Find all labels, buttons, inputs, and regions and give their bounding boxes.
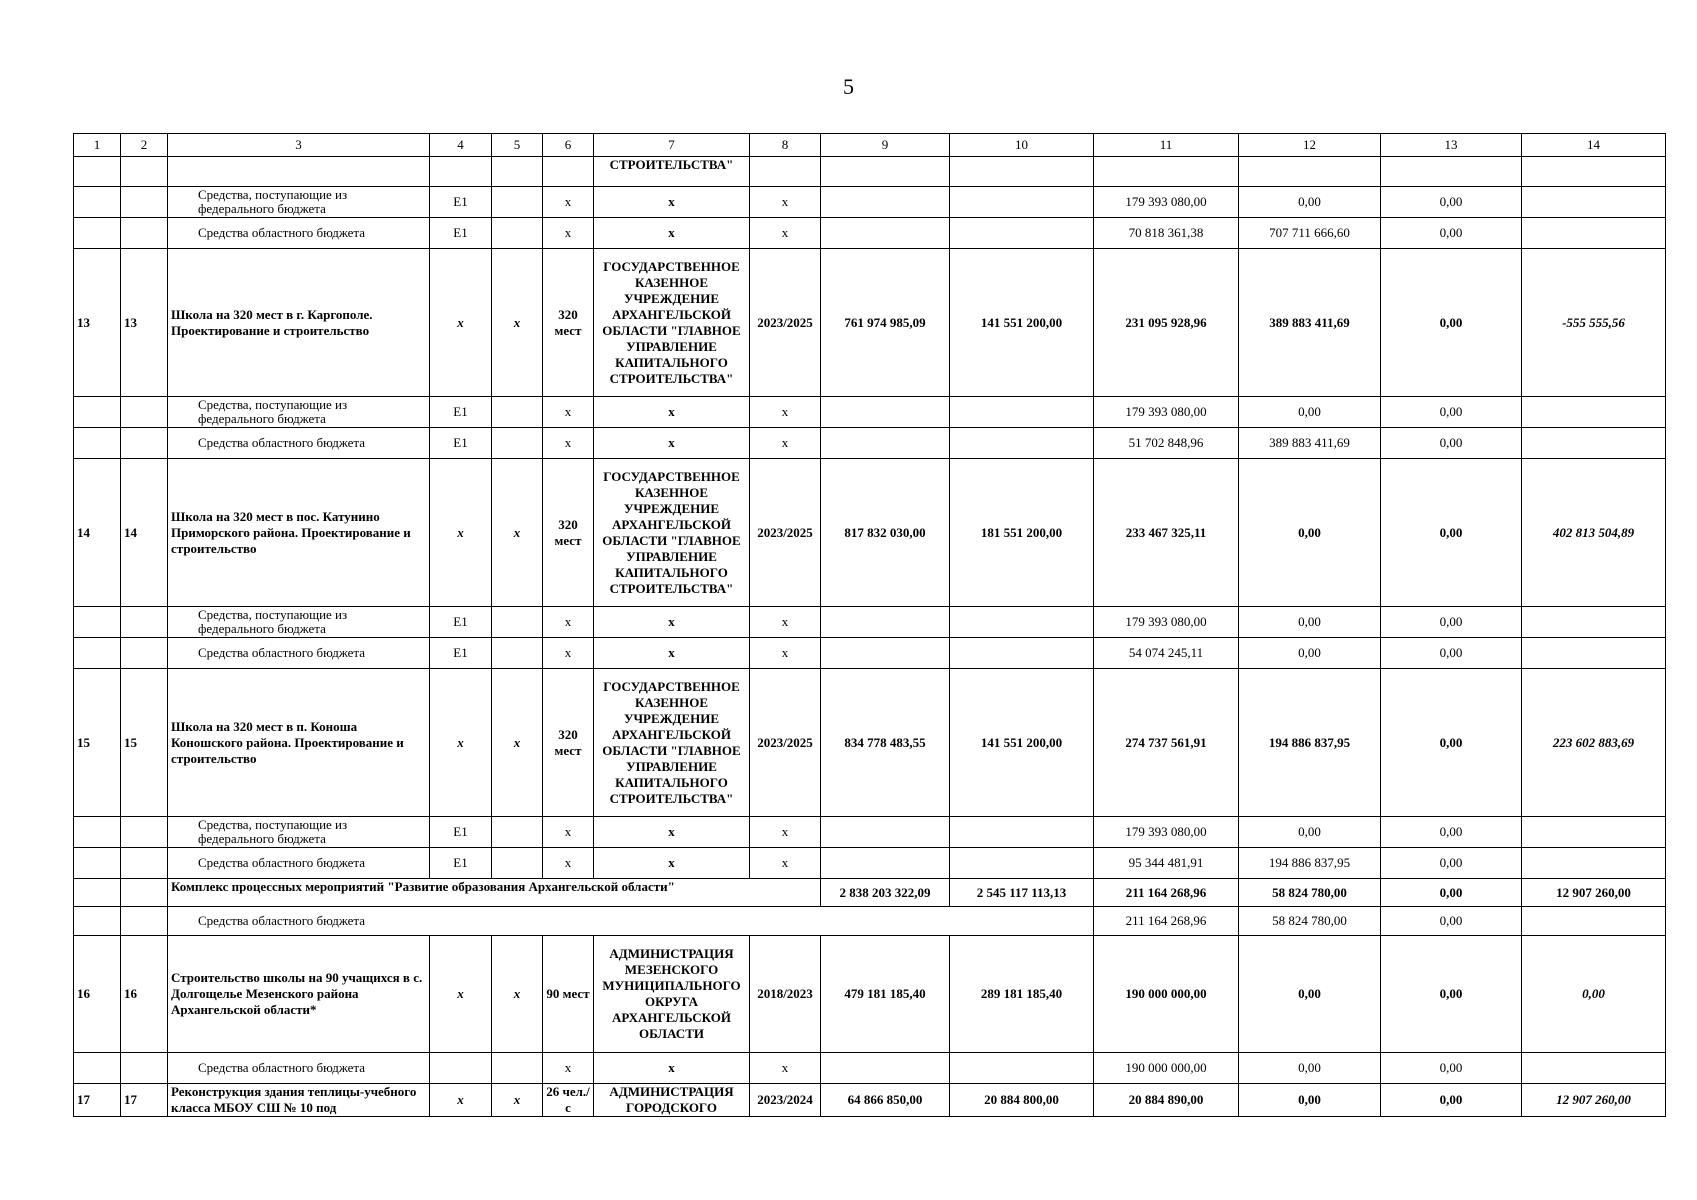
cell-c12: 0,00 <box>1239 397 1381 428</box>
cell-code: Е1 <box>430 817 492 848</box>
cell-c9 <box>821 848 950 879</box>
cell-num2: 14 <box>121 459 168 607</box>
header-cell: 5 <box>492 134 543 157</box>
cell-period: 2023/2025 <box>750 459 821 607</box>
cell-code: х <box>430 1084 492 1117</box>
cell-c5: х <box>492 249 543 397</box>
cell-c13 <box>1381 157 1522 187</box>
cell-c12: 58 824 780,00 <box>1239 907 1381 936</box>
funding-source-label: Средства областного бюджета <box>168 218 430 249</box>
cell-c9 <box>821 1053 950 1084</box>
cell-c12: 389 883 411,69 <box>1239 428 1381 459</box>
funding-source-label <box>168 157 430 187</box>
cell-customer: х <box>594 638 750 669</box>
cell-capacity: х <box>543 848 594 879</box>
cell-num: 14 <box>74 459 121 607</box>
cell-num <box>74 1053 121 1084</box>
cell-capacity: 320 мест <box>543 669 594 817</box>
cell-period: х <box>750 218 821 249</box>
cell-c12: 0,00 <box>1239 1053 1381 1084</box>
cell-customer: х <box>594 817 750 848</box>
page-number: 5 <box>843 74 854 99</box>
cell-code <box>430 1053 492 1084</box>
cell-c5 <box>492 187 543 218</box>
funding-source-row <box>74 607 1666 638</box>
cell-c11 <box>1094 157 1239 187</box>
cell-c12: 0,00 <box>1239 936 1381 1053</box>
cell-customer: ГОСУДАРСТВЕННОЕ КАЗЕННОЕ УЧРЕЖДЕНИЕ АРХАНГЕЛЬСКОЙ ОБЛАСТИ "ГЛАВНОЕ УПРАВЛЕНИЕ КАПИТАЛЬНОГО СТРОИТЕЛЬСТВА" <box>594 249 750 397</box>
funding-source-label: Средства областного бюджета <box>168 428 430 459</box>
cell-c5: х <box>492 669 543 817</box>
cell-c14: 12 907 260,00 <box>1522 879 1666 907</box>
cell-code <box>430 157 492 187</box>
cell-c9 <box>821 218 950 249</box>
header-cell: 9 <box>821 134 950 157</box>
cell-c14: -555 555,56 <box>1522 249 1666 397</box>
cell-num2: 13 <box>121 249 168 397</box>
funding-source-row <box>74 638 1666 669</box>
cell-code: х <box>430 459 492 607</box>
cell-period: х <box>750 848 821 879</box>
cell-c10 <box>950 187 1094 218</box>
cell-c12: 0,00 <box>1239 1084 1381 1117</box>
cell-code: Е1 <box>430 607 492 638</box>
cell-c13: 0,00 <box>1381 1053 1522 1084</box>
cell-c11: 231 095 928,96 <box>1094 249 1239 397</box>
cell-c10: 141 551 200,00 <box>950 249 1094 397</box>
header-cell: 2 <box>121 134 168 157</box>
object-name: Школа на 320 мест в п. Коноша Коношского района. Проектирование и строительство <box>168 669 430 817</box>
cell-c14: 12 907 260,00 <box>1522 1084 1666 1117</box>
cell-c13: 0,00 <box>1381 638 1522 669</box>
cell-period: х <box>750 1053 821 1084</box>
cell-num: 17 <box>74 1084 121 1117</box>
funding-source-row <box>74 1053 1666 1084</box>
cell-num2 <box>121 428 168 459</box>
funding-source-row <box>74 848 1666 879</box>
cell-c10 <box>950 428 1094 459</box>
cell-c11: 179 393 080,00 <box>1094 817 1239 848</box>
header-cell: 11 <box>1094 134 1239 157</box>
cell-c13: 0,00 <box>1381 249 1522 397</box>
funding-source-label: Средства, поступающие из федерального бюджета <box>168 607 430 638</box>
cell-c12: 58 824 780,00 <box>1239 879 1381 907</box>
cell-c9 <box>821 187 950 218</box>
cell-c13: 0,00 <box>1381 607 1522 638</box>
cell-c5 <box>492 428 543 459</box>
cell-c11: 51 702 848,96 <box>1094 428 1239 459</box>
cell-c11: 70 818 361,38 <box>1094 218 1239 249</box>
complex-title: Комплекс процессных мероприятий "Развитие образования Архангельской области" <box>168 879 821 907</box>
cell-c9: 2 838 203 322,09 <box>821 879 950 907</box>
cell-num <box>74 187 121 218</box>
cell-c10 <box>950 607 1094 638</box>
cell-c11: 274 737 561,91 <box>1094 669 1239 817</box>
funding-source-row <box>74 397 1666 428</box>
cell-c10 <box>950 1053 1094 1084</box>
cell-customer: х <box>594 1053 750 1084</box>
cell-c12: 194 886 837,95 <box>1239 669 1381 817</box>
cell-c13: 0,00 <box>1381 907 1522 936</box>
cell-num <box>74 218 121 249</box>
header-row <box>74 134 1666 157</box>
cell-c5 <box>492 397 543 428</box>
cell-c12: 194 886 837,95 <box>1239 848 1381 879</box>
cell-customer: ГОСУДАРСТВЕННОЕ КАЗЕННОЕ УЧРЕЖДЕНИЕ АРХАНГЕЛЬСКОЙ ОБЛАСТИ "ГЛАВНОЕ УПРАВЛЕНИЕ КАПИТАЛЬНОГО СТРОИТЕЛЬСТВА" <box>594 669 750 817</box>
funding-source-row <box>74 218 1666 249</box>
cell-num <box>74 157 121 187</box>
cell-num: 13 <box>74 249 121 397</box>
cell-customer: ГОСУДАРСТВЕННОЕ КАЗЕННОЕ УЧРЕЖДЕНИЕ АРХАНГЕЛЬСКОЙ ОБЛАСТИ "ГЛАВНОЕ УПРАВЛЕНИЕ КАПИТАЛЬНОГО СТРОИТЕЛЬСТВА" <box>594 459 750 607</box>
cell-capacity: х <box>543 817 594 848</box>
cell-customer: х <box>594 218 750 249</box>
cell-c14 <box>1522 218 1666 249</box>
cell-c5 <box>492 218 543 249</box>
cell-c14: 402 813 504,89 <box>1522 459 1666 607</box>
cell-capacity: 320 мест <box>543 459 594 607</box>
object-row <box>74 669 1666 817</box>
cell-c10: 20 884 800,00 <box>950 1084 1094 1117</box>
cell-period: 2023/2024 <box>750 1084 821 1117</box>
cell-c11: 211 164 268,96 <box>1094 879 1239 907</box>
cell-c9: 479 181 185,40 <box>821 936 950 1053</box>
cell-capacity: х <box>543 187 594 218</box>
cell-c12: 0,00 <box>1239 817 1381 848</box>
cell-code: Е1 <box>430 187 492 218</box>
header-cell: 14 <box>1522 134 1666 157</box>
cell-capacity: 90 мест <box>543 936 594 1053</box>
cell-num <box>74 638 121 669</box>
cell-num <box>74 907 121 936</box>
cell-c11: 211 164 268,96 <box>1094 907 1239 936</box>
header-cell: 10 <box>950 134 1094 157</box>
cell-num <box>74 397 121 428</box>
complex-funding-row <box>74 907 1666 936</box>
cell-code: х <box>430 249 492 397</box>
cell-c5 <box>492 157 543 187</box>
cell-c10 <box>950 218 1094 249</box>
funding-source-label: Средства областного бюджета <box>168 907 1094 936</box>
cell-num <box>74 879 121 907</box>
cell-c9: 64 866 850,00 <box>821 1084 950 1117</box>
cell-c11: 54 074 245,11 <box>1094 638 1239 669</box>
cell-code: Е1 <box>430 428 492 459</box>
cell-capacity: х <box>543 607 594 638</box>
object-name: Школа на 320 мест в г. Каргополе. Проектирование и строительство <box>168 249 430 397</box>
cell-capacity: 320 мест <box>543 249 594 397</box>
cell-num <box>74 607 121 638</box>
cell-code: Е1 <box>430 397 492 428</box>
cell-period: х <box>750 817 821 848</box>
cell-c9: 834 778 483,55 <box>821 669 950 817</box>
budget-table <box>73 133 1666 1117</box>
cell-code: Е1 <box>430 848 492 879</box>
cell-c11: 190 000 000,00 <box>1094 1053 1239 1084</box>
cell-period: х <box>750 607 821 638</box>
cell-c11: 190 000 000,00 <box>1094 936 1239 1053</box>
funding-source-row <box>74 187 1666 218</box>
cell-customer: АДМИНИСТРАЦИЯ ГОРОДСКОГО <box>594 1084 750 1117</box>
funding-source-label: Средства областного бюджета <box>168 638 430 669</box>
funding-source-row <box>74 428 1666 459</box>
cell-c12: 0,00 <box>1239 638 1381 669</box>
cell-num2 <box>121 879 168 907</box>
cell-c14 <box>1522 157 1666 187</box>
cell-c9 <box>821 638 950 669</box>
cell-c10 <box>950 638 1094 669</box>
cell-c13: 0,00 <box>1381 817 1522 848</box>
cell-num2 <box>121 397 168 428</box>
cell-c11: 95 344 481,91 <box>1094 848 1239 879</box>
cell-c13: 0,00 <box>1381 459 1522 607</box>
cell-c14 <box>1522 848 1666 879</box>
cell-num2 <box>121 187 168 218</box>
cell-customer: х <box>594 187 750 218</box>
cell-c10: 289 181 185,40 <box>950 936 1094 1053</box>
cell-period <box>750 157 821 187</box>
complex-total-row <box>74 879 1666 907</box>
cell-num2 <box>121 638 168 669</box>
object-row <box>74 1084 1666 1117</box>
cell-capacity: 26 чел./с <box>543 1084 594 1117</box>
cell-c9 <box>821 428 950 459</box>
cell-c11: 20 884 890,00 <box>1094 1084 1239 1117</box>
cell-c5: х <box>492 936 543 1053</box>
cell-num2 <box>121 607 168 638</box>
object-row <box>74 459 1666 607</box>
cell-c10 <box>950 848 1094 879</box>
cell-period: х <box>750 397 821 428</box>
header-cell: 4 <box>430 134 492 157</box>
cell-c12: 707 711 666,60 <box>1239 218 1381 249</box>
header-cell: 6 <box>543 134 594 157</box>
cell-period: х <box>750 187 821 218</box>
header-cell: 7 <box>594 134 750 157</box>
cell-num: 16 <box>74 936 121 1053</box>
cell-c9: 817 832 030,00 <box>821 459 950 607</box>
cell-period: х <box>750 638 821 669</box>
header-cell: 13 <box>1381 134 1522 157</box>
cell-num2: 16 <box>121 936 168 1053</box>
cell-c5 <box>492 607 543 638</box>
cell-capacity: х <box>543 1053 594 1084</box>
cell-c5: х <box>492 1084 543 1117</box>
cell-num2: 15 <box>121 669 168 817</box>
cell-c5 <box>492 638 543 669</box>
cell-c14 <box>1522 907 1666 936</box>
object-row <box>74 249 1666 397</box>
cell-c10 <box>950 817 1094 848</box>
cell-c13: 0,00 <box>1381 1084 1522 1117</box>
cell-num2 <box>121 218 168 249</box>
cell-c10 <box>950 397 1094 428</box>
cell-c14 <box>1522 187 1666 218</box>
cell-c11: 179 393 080,00 <box>1094 397 1239 428</box>
cell-capacity: х <box>543 638 594 669</box>
header-cell: 3 <box>168 134 430 157</box>
cell-c11: 179 393 080,00 <box>1094 607 1239 638</box>
cell-c14 <box>1522 1053 1666 1084</box>
cell-num <box>74 428 121 459</box>
funding-source-label: Средства, поступающие из федерального бюджета <box>168 817 430 848</box>
cell-num2 <box>121 1053 168 1084</box>
cell-period: 2023/2025 <box>750 669 821 817</box>
object-row <box>74 936 1666 1053</box>
cell-num2 <box>121 907 168 936</box>
cell-num <box>74 817 121 848</box>
cell-c12: 0,00 <box>1239 187 1381 218</box>
cell-c10: 181 551 200,00 <box>950 459 1094 607</box>
cell-num <box>74 848 121 879</box>
cell-period: х <box>750 428 821 459</box>
cell-customer: СТРОИТЕЛЬСТВА" <box>594 157 750 187</box>
object-name: Реконструкция здания теплицы-учебного класса МБОУ СШ № 10 под <box>168 1084 430 1117</box>
cell-customer: х <box>594 428 750 459</box>
cell-c12: 0,00 <box>1239 607 1381 638</box>
cell-c13: 0,00 <box>1381 187 1522 218</box>
cell-c14 <box>1522 817 1666 848</box>
cell-c13: 0,00 <box>1381 936 1522 1053</box>
cell-c9: 761 974 985,09 <box>821 249 950 397</box>
cell-c14 <box>1522 607 1666 638</box>
object-name: Школа на 320 мест в пос. Катунино Приморского района. Проектирование и строительство <box>168 459 430 607</box>
cell-c13: 0,00 <box>1381 848 1522 879</box>
cell-num2 <box>121 848 168 879</box>
cell-c9 <box>821 397 950 428</box>
cell-c10: 2 545 117 113,13 <box>950 879 1094 907</box>
funding-source-label: Средства областного бюджета <box>168 848 430 879</box>
cell-num: 15 <box>74 669 121 817</box>
cell-c12: 389 883 411,69 <box>1239 249 1381 397</box>
cell-capacity <box>543 157 594 187</box>
cell-c9 <box>821 817 950 848</box>
cell-c14 <box>1522 638 1666 669</box>
cell-customer: х <box>594 848 750 879</box>
header-cell: 12 <box>1239 134 1381 157</box>
cell-period: 2018/2023 <box>750 936 821 1053</box>
cell-num2 <box>121 817 168 848</box>
cell-c10: 141 551 200,00 <box>950 669 1094 817</box>
cell-c5 <box>492 848 543 879</box>
cell-c9 <box>821 157 950 187</box>
header-cell: 1 <box>74 134 121 157</box>
cell-num2 <box>121 157 168 187</box>
cell-c11: 233 467 325,11 <box>1094 459 1239 607</box>
cell-c13: 0,00 <box>1381 218 1522 249</box>
cell-c13: 0,00 <box>1381 397 1522 428</box>
cell-c13: 0,00 <box>1381 428 1522 459</box>
cell-c5 <box>492 1053 543 1084</box>
cell-num2: 17 <box>121 1084 168 1117</box>
cell-c13: 0,00 <box>1381 879 1522 907</box>
cell-code: Е1 <box>430 218 492 249</box>
funding-source-label: Средства, поступающие из федерального бюджета <box>168 397 430 428</box>
cell-customer: х <box>594 397 750 428</box>
funding-source-row <box>74 157 1666 187</box>
cell-c12: 0,00 <box>1239 459 1381 607</box>
cell-capacity: х <box>543 397 594 428</box>
cell-c14: 0,00 <box>1522 936 1666 1053</box>
cell-c14 <box>1522 397 1666 428</box>
object-name: Строительство школы на 90 учащихся в с. Долгощелье Мезенского района Архангельской области* <box>168 936 430 1053</box>
cell-c5: х <box>492 459 543 607</box>
cell-c13: 0,00 <box>1381 669 1522 817</box>
cell-customer: АДМИНИСТРАЦИЯ МЕЗЕНСКОГО МУНИЦИПАЛЬНОГО ОКРУГА АРХАНГЕЛЬСКОЙ ОБЛАСТИ <box>594 936 750 1053</box>
cell-c10 <box>950 157 1094 187</box>
cell-capacity: х <box>543 218 594 249</box>
cell-c14: 223 602 883,69 <box>1522 669 1666 817</box>
cell-c9 <box>821 607 950 638</box>
funding-source-label: Средства, поступающие из федерального бюджета <box>168 187 430 218</box>
header-cell: 8 <box>750 134 821 157</box>
cell-c14 <box>1522 428 1666 459</box>
cell-c12 <box>1239 157 1381 187</box>
cell-code: х <box>430 936 492 1053</box>
cell-period: 2023/2025 <box>750 249 821 397</box>
funding-source-label: Средства областного бюджета <box>168 1053 430 1084</box>
cell-code: х <box>430 669 492 817</box>
cell-c5 <box>492 817 543 848</box>
cell-code: Е1 <box>430 638 492 669</box>
funding-source-row <box>74 817 1666 848</box>
cell-capacity: х <box>543 428 594 459</box>
cell-c11: 179 393 080,00 <box>1094 187 1239 218</box>
cell-customer: х <box>594 607 750 638</box>
